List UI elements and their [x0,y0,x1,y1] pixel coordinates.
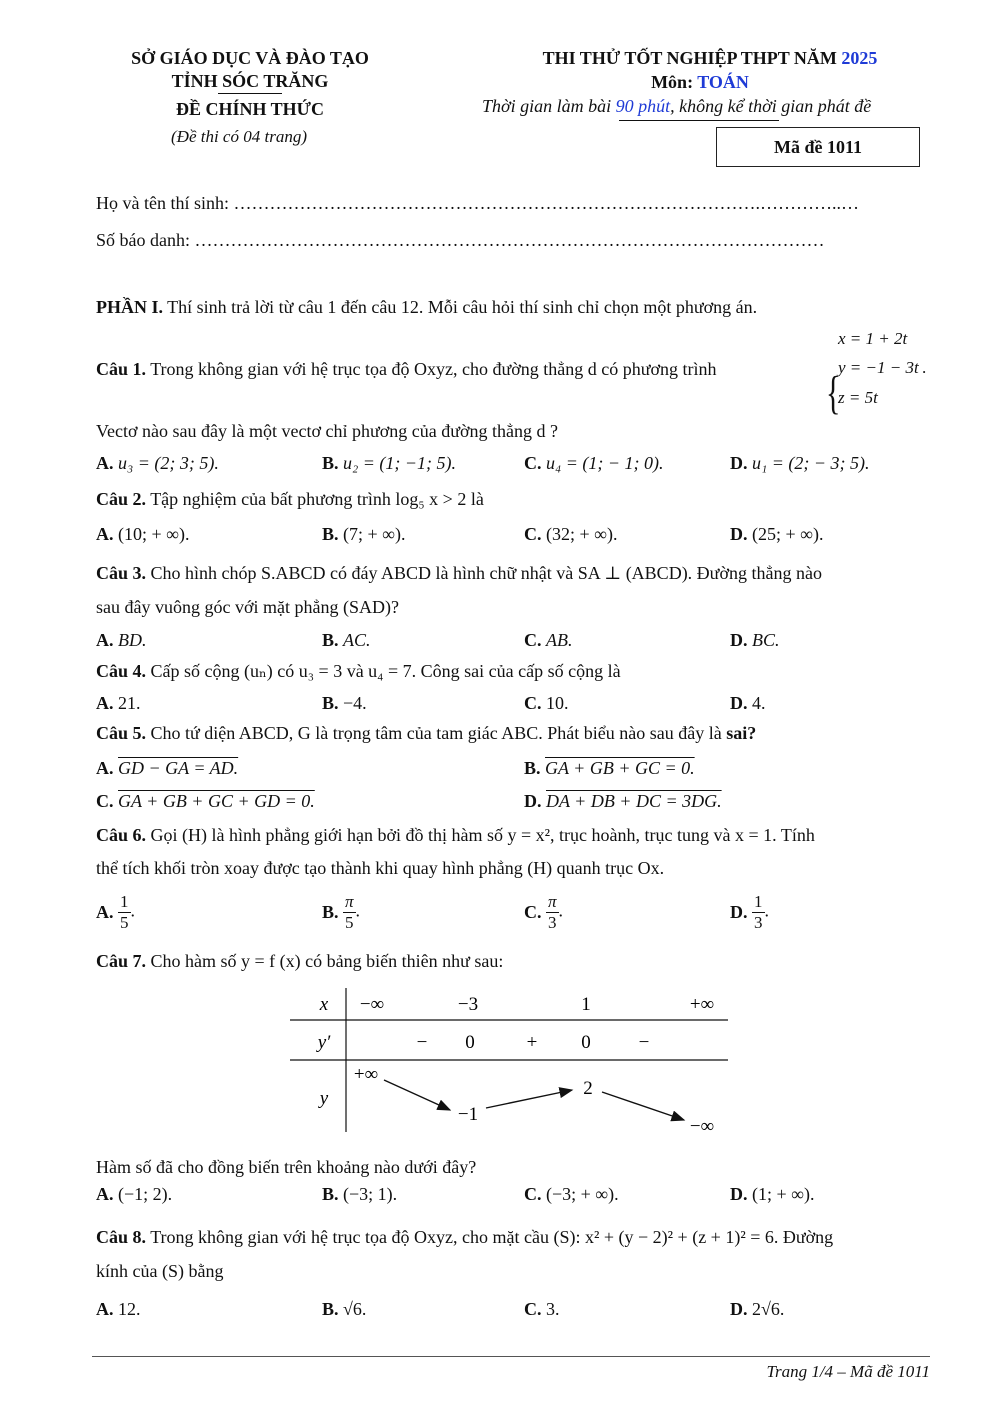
table-x-neg-inf: −∞ [359,994,385,1015]
table-yp-sign-3: − [638,1032,650,1053]
official-label: ĐỀ CHÍNH THỨC [175,99,325,119]
q8-stem [96,1226,833,1248]
q3-stem-line2: sau đây vuông góc với mặt phẳng (SAD)? [96,597,399,617]
table-yp-sign-2: + [526,1032,538,1053]
q3-option-b: B. AC. [322,630,371,650]
student-id-line [96,229,825,251]
part1-heading [96,296,757,318]
table-header-x: x [319,994,329,1015]
q7-text: Cho hàm số y = f (x) có bảng biến thiên như sau: [146,951,504,971]
time-value: 90 phút [615,96,671,116]
q8-option-a: A. 12. [96,1299,141,1319]
q2-option-d: D. (25; + ∞). [730,524,824,544]
q1-text: Trong không gian với hệ trục tọa độ Oxyz, cho đường thẳng d có phương trình [146,359,717,379]
subject-label: Môn: [651,72,694,92]
q2-option-c: C. (32; + ∞). [524,524,618,544]
q7-option-b: B. (−3; 1). [322,1184,398,1204]
q4-label: Câu 4. [96,661,147,681]
q4-option-b: B. −4. [322,693,367,713]
q6-option-c: C. $\frac{\pi}{3}$ . [524,892,564,932]
q8-option-c: C. 3. [524,1299,560,1319]
q7-option-a: A. (−1; 2). [96,1184,173,1204]
q1-system-eq3: z = 5t [838,388,878,407]
q3-option-c: C. AB. [524,630,573,650]
q6-option-a: A. $\frac{1}{5}$ . [96,892,135,932]
q3-option-d: D. BC. [730,630,780,650]
q3-stem [96,562,822,584]
q2-option-b: B. (7; + ∞). [322,524,406,544]
table-x-1: 1 [581,994,591,1015]
q2-label: Câu 2. [96,489,147,509]
q6-stem-line2: thể tích khối tròn xoay được tạo thành khi quay hình phẳng (H) quanh trục Ox. [96,858,665,878]
table-y-pos-inf: +∞ [353,1064,379,1085]
footer-rule [92,1356,930,1357]
q5-option-c: C. GA + GB + GC + GD = 0. [96,791,315,811]
q3-option-a: A. BD. [96,630,147,650]
table-y-2: 2 [583,1078,593,1099]
province-name: TỈNH SÓC TRĂNG [171,71,329,91]
q6-b-fraction: $\frac{\pi}{5}$ [345,892,354,932]
q6-d-fraction: $\frac{1}{3}$ [754,892,763,932]
q5-option-b: B. GA + GB + GC = 0. [524,758,695,778]
q1-system-brace: { [826,368,841,420]
q4-option-a: A. 21. [96,693,141,713]
q8-label: Câu 8. [96,1227,147,1247]
student-id-label: Số báo danh: [96,230,195,250]
header-underline-left [218,93,282,94]
q3-text: Cho hình chóp S.ABCD có đáy ABCD là hình chữ nhật và SA ⊥ (ABCD). Đường thẳng nào [146,563,822,583]
q2-text: Tập nghiệm của bất phương trình log₅ x > 2 là [146,489,484,509]
q1-system-eq2: y = −1 − 3t [838,358,919,377]
q1-system-tail: . [922,358,927,377]
q1-option-d: D. u₁ = (2; − 3; 5). [730,453,870,473]
subject-line [450,72,950,93]
q1-option-b: B. u₂ = (1; −1; 5). [322,453,457,473]
q1-option-a: A. u₃ = (2; 3; 5). [96,453,219,473]
table-header-y: y [319,1088,329,1109]
q6-text: Gọi (H) là hình phẳng giới hạn bởi đồ thị hàm số y = x², trục hoành, trục tung và x = 1. Tính [146,825,815,845]
q2-stem [96,488,484,510]
q8-text: Trong không gian với hệ trục tọa độ Oxyz, cho mặt cầu (S): x² + (y − 2)² + (z + 1)² = 6. Đường [146,1227,834,1247]
q8-option-d: D. 2√6. [730,1299,785,1319]
q7-label: Câu 7. [96,951,147,971]
q6-a-fraction: $\frac{1}{5}$ [120,892,129,932]
q6-c-fraction: $\frac{\pi}{3}$ [548,892,557,932]
q5-text: Cho tứ diện ABCD, G là trọng tâm của tam giác ABC. Phát biểu nào sau đây là [146,723,727,743]
q6-stem [96,824,815,846]
q8-stem-line2: kính của (S) bằng [96,1261,224,1281]
exam-code-box: Mã đề 1011 [716,127,920,167]
q6-option-d: D. $\frac{1}{3}$ . [730,892,769,932]
q4-stem [96,660,621,682]
exam-year: 2025 [841,48,878,68]
footer-page-info: Trang 1/4 – Mã đề 1011 [766,1362,930,1381]
table-arrow-down-1 [384,1080,450,1110]
pages-note: (Đề thi có 04 trang) [171,127,307,146]
q7-option-d: D. (1; + ∞). [730,1184,815,1204]
q1-label: Câu 1. [96,359,147,379]
q5-label: Câu 5. [96,723,147,743]
table-x-pos-inf: +∞ [689,994,715,1015]
subject-value: TOÁN [697,72,749,92]
department-name: SỞ GIÁO DỤC VÀ ĐÀO TẠO [131,48,369,68]
q6-label: Câu 6. [96,825,147,845]
q1-question: Vectơ nào sau đây là một vectơ chỉ phương của đường thẳng d ? [96,421,558,441]
q1-option-c: C. u₄ = (1; − 1; 0). [524,453,664,473]
exam-title-prefix: THI THỬ TỐT NGHIỆP THPT NĂM [542,48,837,68]
part1-text: Thí sinh trả lời từ câu 1 đến câu 12. Mỗi câu hỏi thí sinh chỉ chọn một phương án. [163,297,758,317]
time-line [482,96,871,117]
table-arrow-up [486,1090,572,1108]
table-yp-zero-1: 0 [465,1032,475,1053]
header-underline-right [619,120,779,121]
q2-option-a: A. (10; + ∞). [96,524,190,544]
q8-option-b: B. √6. [322,1299,367,1319]
table-y-minus1: −1 [457,1104,479,1125]
q5-option-a: A. GD − GA = AD. [96,758,239,778]
q7-stem [96,950,503,972]
table-yp-zero-2: 0 [581,1032,591,1053]
student-name-label: Họ và tên thí sinh: [96,193,234,213]
student-name-dots: …………………………………………………………………………….…………..… [233,193,859,213]
q7-question: Hàm số đã cho đồng biến trên khoảng nào dưới đây? [96,1157,477,1177]
q1-stem [96,358,717,380]
q5-stem [96,722,756,744]
q5-option-d: D. DA + DB + DC = 3DG. [524,791,722,811]
time-prefix: Thời gian làm bài [482,96,612,116]
part1-title: PHẦN I. [96,297,163,317]
student-id-dots: …………………………………………………………………………………………… [194,230,825,250]
q5-text-bold: sai? [726,723,757,743]
q3-label: Câu 3. [96,563,147,583]
exam-title [460,48,960,69]
table-x-minus3: −3 [457,994,479,1015]
table-header-yprime: y′ [317,1032,331,1053]
student-name-line [96,192,859,214]
q7-option-c: C. (−3; + ∞). [524,1184,619,1204]
table-yp-sign-1: − [416,1032,428,1053]
table-y-neg-inf: −∞ [689,1116,715,1134]
variation-table [288,986,732,1134]
q1-system-eq1: x = 1 + 2t [838,329,908,348]
q4-option-d: D. 4. [730,693,766,713]
q4-option-c: C. 10. [524,693,569,713]
q6-option-b: B. $\frac{\pi}{5}$ . [322,892,361,932]
table-arrow-down-2 [602,1092,684,1120]
time-suffix: , không kể thời gian phát đề [670,96,872,116]
q4-text: Cấp số cộng (uₙ) có u₃ = 3 và u₄ = 7. Công sai của cấp số cộng là [146,661,621,681]
